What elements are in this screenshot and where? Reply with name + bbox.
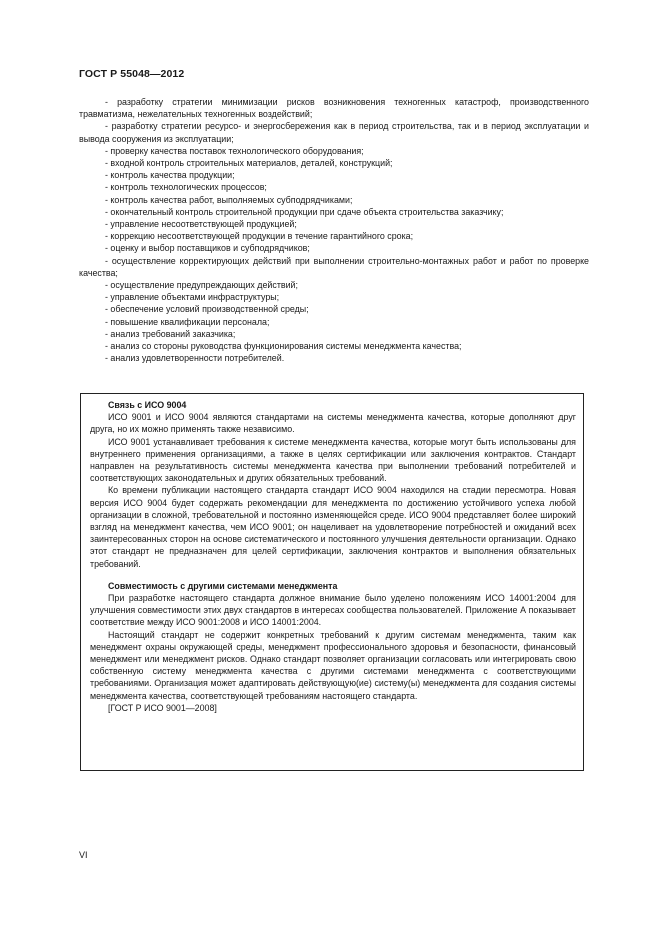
document-header: ГОСТ Р 55048—2012: [79, 68, 185, 80]
requirements-list: [79, 96, 589, 364]
list-item: - контроль качества продукции;: [105, 170, 235, 181]
list-item: - повышение квалификации персонала;: [105, 316, 270, 327]
paragraph: При разработке настоящего стандарта должное внимание было уделено положениям ИСО 14001:2004 для улучшения совместимости этих двух стандартов в интересах сообщества пользователей. Приложение А показывает соответствие между ИСО 9001:2008 и ИСО 14001:2004.: [90, 593, 576, 628]
page-number: VI: [79, 850, 88, 860]
list-item: - коррекцию несоответствующей продукции в течение гарантийного срока;: [105, 231, 414, 242]
list-item: - обеспечение условий производственной среды;: [105, 304, 309, 315]
section-spacer: [90, 570, 576, 580]
list-item: - оценку и выбор поставщиков и субподрядчиков;: [105, 243, 310, 254]
list-item: - входной контроль строительных материалов, деталей, конструкций;: [105, 158, 393, 169]
list-item: - окончательный контроль строительной продукции при сдаче объекта строительства заказчику;: [105, 206, 504, 217]
list-item: - разработку стратегии минимизации рисков возникновения техногенных катастроф, производственного травматизма, нежелательных техногенных воздействий;: [79, 97, 589, 120]
list-item: - анализ требований заказчика;: [105, 328, 236, 339]
paragraph: ИСО 9001 устанавливает требования к системе менеджмента качества, которые могут быть использованы для внутреннего применения организациями, а также в целях сертификации или заключения контрактов. Стандарт направлен на результативность системы менеджмента качества при выполнении требований потребителей и соответствующих законодательных и других обязательных требований.: [90, 436, 576, 484]
list-item: - анализ со стороны руководства функционирования системы менеджмента качества;: [105, 341, 462, 352]
reference-citation: [ГОСТ Р ИСО 9001—2008]: [108, 702, 217, 713]
list-item: - управление объектами инфраструктуры;: [105, 292, 280, 303]
list-item: - разработку стратегии ресурсо- и энергосбережения как в период строительства, так и в период эксплуатации и вывода сооружения из эксплуатации;: [79, 121, 589, 144]
list-item: - анализ удовлетворенности потребителей.: [105, 353, 285, 364]
paragraph: ИСО 9001 и ИСО 9004 являются стандартами на системы менеджмента качества, которые дополняют друг друга, но их можно применять также независимо.: [90, 412, 576, 435]
section-title-compatibility: Совместимость с другими системами менеджмента: [108, 580, 338, 591]
introduction-box: [80, 393, 584, 771]
paragraph: Настоящий стандарт не содержит конкретных требований к другим системам менеджмента, таким как менеджмент охраны окружающей среды, менеджмент профессионального здоровья и безопасности, финансовый менеджмент или менеджмент рисков. Однако стандарт позволяет организации согласовать или интегрировать свою собственную систему менеджмента качества с другими системами менеджмента с соответствующими требованиями. Организация может адаптировать действующую(ие) систему(ы) менеджмента для создания системы менеджмента качества, соответствующей требованиям настоящего стандарта.: [90, 629, 576, 701]
list-item: - осуществление корректирующих действий при выполнении строительно-монтажных работ и работ по проверке качества;: [79, 255, 589, 278]
list-item: - управление несоответствующей продукцией;: [105, 219, 297, 230]
list-item: - контроль качества работ, выполняемых субподрядчиками;: [105, 194, 353, 205]
list-item: - проверку качества поставок технологического оборудования;: [105, 145, 364, 156]
paragraph: Ко времени публикации настоящего стандарта стандарт ИСО 9004 находился на стадии пересмотра. Новая версия ИСО 9004 будет содержать рекомендации для менеджмента по достижению устойчивого успеха любой организации в сложной, требовательной и постоянно изменяющейся среде. ИСО 9004 представляет более широкий взгляд на менеджмент качества, чем ИСО 9001; он нацеливает на удовлетворение потребностей и ожиданий всех заинтересованных сторон на основе систематического и постоянного улучшения деятельности организации. Однако этот стандарт не предназначен для целей сертификации, заключения контрактов и выполнения обязательных требований.: [90, 485, 576, 569]
section-title-iso9004: Связь с ИСО 9004: [108, 400, 187, 410]
list-item: - осуществление предупреждающих действий;: [105, 280, 298, 291]
list-item: - контроль технологических процессов;: [105, 182, 267, 193]
